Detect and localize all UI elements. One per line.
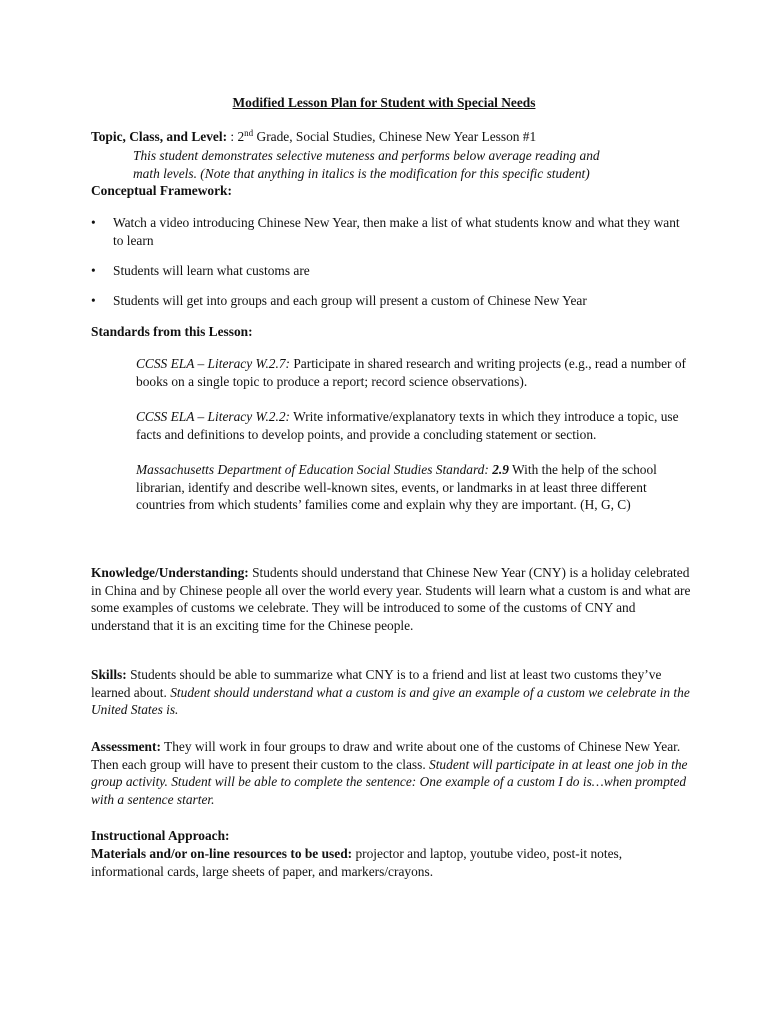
assessment-label: Assessment: xyxy=(91,739,161,754)
bullet-icon: • xyxy=(91,293,96,308)
assessment-paragraph xyxy=(91,738,691,808)
conceptual-framework-heading: Conceptual Framework: xyxy=(91,183,232,198)
skills-paragraph xyxy=(91,666,691,719)
standard-code: CCSS ELA – Literacy W.2.2: xyxy=(136,409,290,424)
standard-code: CCSS ELA – Literacy W.2.7: xyxy=(136,356,290,371)
topic-superscript: nd xyxy=(244,128,254,138)
instructional-heading: Instructional Approach: xyxy=(91,828,230,843)
standard-number: 2.9 xyxy=(488,462,509,477)
topic-modification xyxy=(91,147,733,182)
materials-label: Materials and/or on-line resources to be used: xyxy=(91,846,353,861)
standard-item xyxy=(136,355,686,390)
skills-label: Skills: xyxy=(91,667,127,682)
topic-text: Grade, Social Studies, Chinese New Year Lesson #1 xyxy=(253,129,537,144)
standards-heading: Standards from this Lesson: xyxy=(91,324,253,339)
materials-paragraph xyxy=(91,845,691,880)
bullet-icon: • xyxy=(91,263,96,278)
bullet-text: Students will get into groups and each group will present a custom of Chinese New Year xyxy=(113,293,587,308)
knowledge-label: Knowledge/Understanding: xyxy=(91,565,249,580)
list-item xyxy=(91,214,691,249)
materials-text: projector and laptop, youtube video, post-it notes, informational cards, large sheets of paper, and markers/crayons. xyxy=(91,846,623,879)
topic-modification-line-2: math levels. (Note that anything in italics is the modification for this specific student) xyxy=(133,165,590,181)
standard-text: Write informative/explanatory texts in which they introduce a topic, use facts and definitions to develop points, and provide a concluding statement or section. xyxy=(136,409,679,442)
topic-modification-line-1: This student demonstrates selective muteness and performs below average reading and xyxy=(133,148,600,163)
skills-modification: Student should understand what a custom is and give an example of a custom we celebrate in the United States is. xyxy=(91,684,690,718)
bullet-text: Watch a video introducing Chinese New Year, then make a list of what students know and what they want to learn xyxy=(113,215,680,248)
bullet-icon: • xyxy=(91,215,96,230)
skills-text: Students should be able to summarize what CNY is to a friend and list at least two customs they’ve learned about. xyxy=(91,667,662,700)
topic-prefix: : 2 xyxy=(227,129,245,144)
knowledge-text: Students should understand that Chinese New Year (CNY) is a holiday celebrated in China and by Chinese people all over the world every year. Students will learn what a custom is and what are some examples of customs we celebrate. They will be introduced to some of the customs of CNY and understand that it is an exciting time for the Chinese people. xyxy=(91,565,691,633)
list-item xyxy=(91,262,691,280)
assessment-text: They will work in four groups to draw and write about one of the customs of Chinese New Year. Then each group will have to present their custom to the class. xyxy=(91,739,681,772)
knowledge-paragraph xyxy=(91,564,691,634)
standard-text: Participate in shared research and writing projects (e.g., read a number of books on a single topic to produce a report; record science observations). xyxy=(136,356,686,389)
page-title: Modified Lesson Plan for Student with Special Needs xyxy=(232,95,536,110)
assessment-modification: Student will participate in at least one job in the group activity. Student will be able to complete the sentence: One example of a custom I do is…when prompted with a sentence starter. xyxy=(91,756,688,807)
bullet-text: Students will learn what customs are xyxy=(113,263,310,278)
standard-item xyxy=(136,461,686,514)
list-item xyxy=(91,292,691,310)
standard-item xyxy=(136,408,686,443)
standard-code: Massachusetts Department of Education Social Studies Standard: xyxy=(136,462,489,477)
standard-text: With the help of the school librarian, identify and describe well-known sites, events, or landmarks in at least three different countries from which students’ families come and explain why they are important. (H, G, C) xyxy=(136,462,657,513)
topic-line xyxy=(91,128,691,146)
topic-label: Topic, Class, and Level: xyxy=(91,129,228,144)
